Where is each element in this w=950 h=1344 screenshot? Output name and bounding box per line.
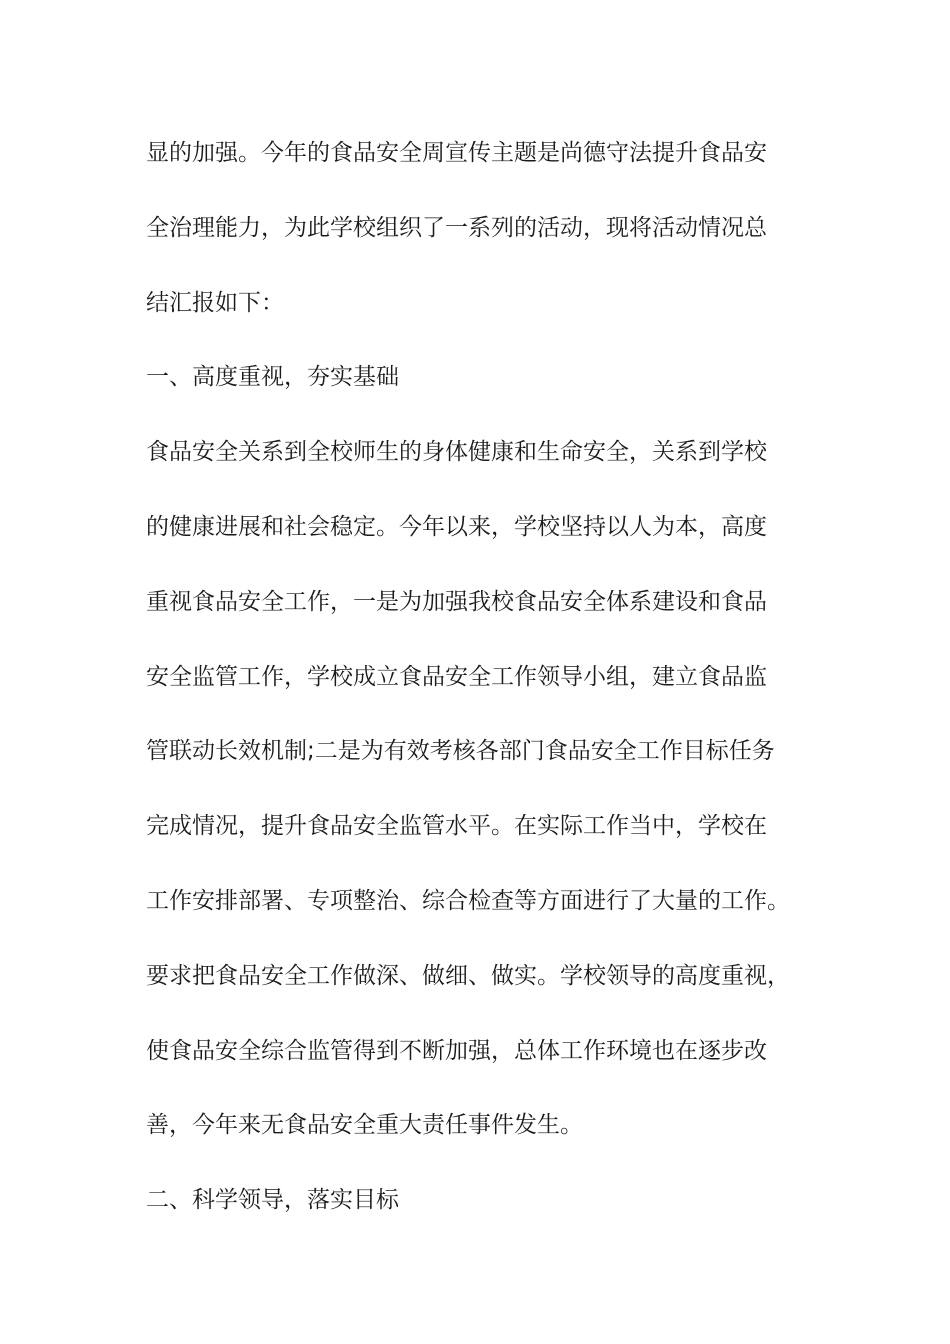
text-line: 管联动长效机制;二是为有效考核各部门食品安全工作目标任务 <box>146 738 775 765</box>
text-line: 安全监管工作，学校成立食品安全工作领导小组，建立食品监 <box>146 663 767 690</box>
text-line: 工作安排部署、专项整治、综合检查等方面进行了大量的工作。 <box>146 887 790 914</box>
text-line: 食品安全关系到全校师生的身体健康和生命安全，关系到学校 <box>146 439 767 466</box>
text-line: 完成情况，提升食品安全监管水平。在实际工作当中，学校在 <box>146 813 767 840</box>
text-line: 重视食品安全工作，一是为加强我校食品安全体系建设和食品 <box>146 588 767 615</box>
section-heading: 一、高度重视，夯实基础 <box>146 364 399 391</box>
text-line: 显的加强。今年的食品安全周宣传主题是尚德守法提升食品安 <box>146 140 767 166</box>
text-line: 善，今年来无食品安全重大责任事件发生。 <box>146 1112 583 1139</box>
text-line: 的健康进展和社会稳定。今年以来，学校坚持以人为本，高度 <box>146 513 767 540</box>
text-line: 结汇报如下： <box>146 289 284 316</box>
text-line: 全治理能力，为此学校组织了一系列的活动，现将活动情况总 <box>146 214 767 241</box>
body-text <box>146 134 836 1256</box>
section-heading: 二、科学领导，落实目标 <box>146 1187 399 1214</box>
text-line: 要求把食品安全工作做深、做细、做实。学校领导的高度重视， <box>146 962 790 989</box>
text-line: 使食品安全综合监管得到不断加强，总体工作环境也在逐步改 <box>146 1037 767 1064</box>
